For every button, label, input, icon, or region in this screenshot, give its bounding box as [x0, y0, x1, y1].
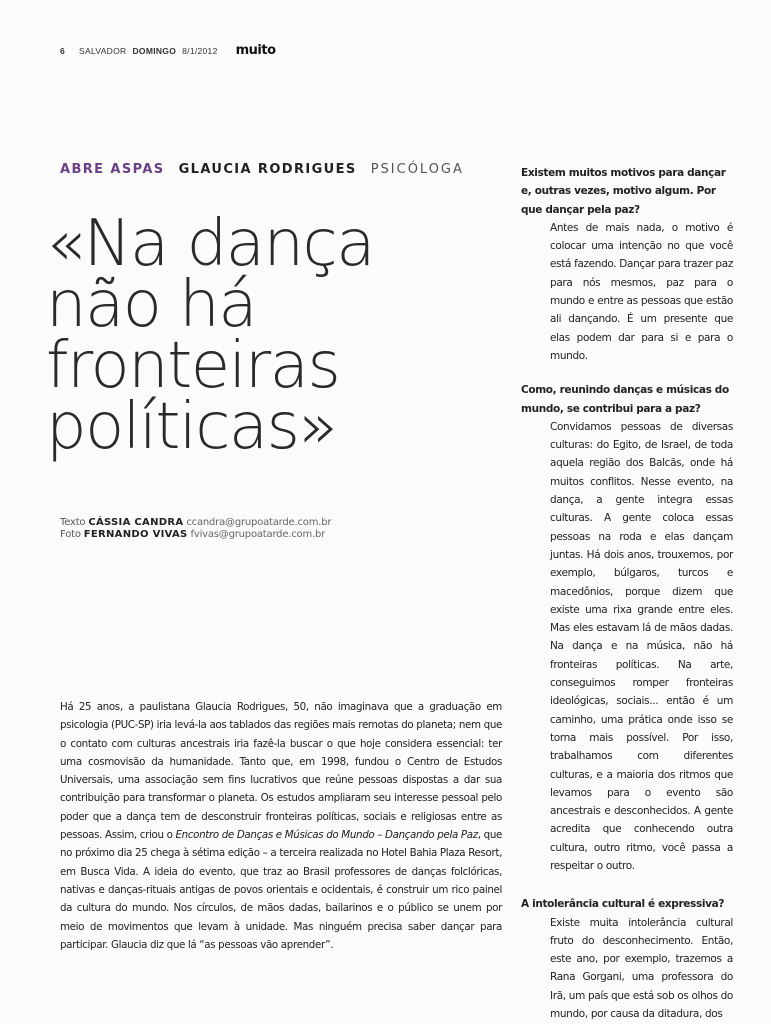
photo-credit [60, 529, 331, 541]
photo-credit-label: Foto [60, 529, 81, 540]
interview-answer: Existe muita intolerância cultural fruto do desconhecimento. Então, este ano, por exemplo, trazemos a Rana Gorgani, uma professora do Irã, um país que está sob os olhos do mundo, por causa da ditadura, dos [550, 916, 734, 1021]
interview-question: Como, reunindo danças e músicas do mundo, se contribui para a paz? [521, 384, 729, 415]
byline [60, 517, 331, 541]
headline [46, 207, 486, 464]
page-number: 6 [60, 45, 66, 56]
intro-paragraph [60, 698, 502, 954]
intro-text: Há 25 anos, a paulistana Glaucia Rodrigues, 50, não imaginava que a graduação em psicologia (PUC-SP) iria levá-la aos tablados das regiões mais remotas do planeta; nem que o contato com culturas ancestrais iria fazê-la buscar o que hoje considera essencial: ter uma cosmovisão da humanidade. Tanto que, em 1998, fundou o Centro de Estudos Universais, uma associação sem fins lucrativos que reúne pessoas dispostas a dar sua contribuição para transformar o planeta. Os estudos ampliaram seu interesse pessoal pelo poder que a dança tem de desconstruir fronteiras políticas, sociais e religiosas entre as pessoas. Assim, criou o [60, 701, 502, 842]
folio-date: 8/1/2012 [182, 45, 218, 56]
photo-author: FERNANDO VIVAS [83, 529, 188, 540]
interview-question: Existem muitos motivos para dançar e, outras vezes, motivo algum. Por que dançar pela paz? [521, 167, 726, 216]
section-label: ABRE ASPAS [60, 162, 165, 177]
intro-text: , que no próximo dia 25 chega à sétima edição – a terceira realizada no Hotel Bahia Plaza Resort, em Busca Vida. A ideia do evento, que traz ao Brasil professores de danças folclóricas, nativas e danças-rituais antigas de povos orientais e ocidentais, é construir um rico painel da cultura do mundo. Nos círculos, de mãos dadas, bailarinos e o público se unem por meio de movimentos que levam à unidade. Mas ninguém precisa saber dançar para participar. Glaucia diz que lá “as pessoas vão aprender”. [60, 829, 502, 951]
headline-line: «Na dança [46, 207, 374, 281]
event-name: Encontro de Danças e Músicas do Mundo – Dançando pela Paz [175, 829, 478, 842]
text-author-email: ccandra@grupoatarde.com.br [186, 517, 332, 528]
text-author: CÁSSIA CANDRA [88, 517, 184, 528]
interview-answer: Antes de mais nada, o motivo é colocar uma intenção no que você está fazendo. Dançar para trazer paz para nós mesmos, paz para o mundo e entre as pessoas que estão ali dançando. É um presente que elas podem dar para si e para o mundo. [550, 221, 733, 362]
page-folio [60, 43, 276, 58]
magazine-logo: muito [235, 43, 276, 58]
folio-city: SALVADOR [79, 45, 127, 56]
headline-line: fronteiras [46, 329, 340, 403]
interviewee-name: GLAUCIA RODRIGUES [178, 162, 357, 177]
interview-question: A intolerância cultural é expressiva? [521, 898, 725, 911]
photo-author-email: fvivas@grupoatarde.com.br [190, 529, 326, 540]
section-kicker [60, 162, 464, 177]
headline-line: não há [46, 268, 257, 342]
headline-line: políticas» [46, 390, 337, 464]
interview-answer: Convidamos pessoas de diversas culturas: do Egito, de Israel, de toda aquela região dos Balcãs, onde há muitos conflitos. Nesse evento, na dança, a gente integra essas culturas. A gente coloca essas pessoas na roda e elas dançam juntas. Há dois anos, trouxemos, por exemplo, búlgaros, turcos e macedônios, porque dizem que existe uma rixa grande entre eles. Mas eles estavam lá de mãos dadas. Na dança e na música, não há fronteiras políticas. Na arte, conseguimos romper fronteiras ideológicas, sociais... então é um caminho, uma prática onde isso se torna mais possível. Por isso, trabalhamos com diferentes culturas, e a maioria dos ritmos que levamos para o evento são ancestrais e desconhecidos. A gente acredita que conhecendo outra cultura, outro ritmo, você passa a respeitar o outro. [550, 420, 733, 872]
interview-column [521, 164, 733, 1023]
folio-day: DOMINGO [132, 45, 177, 56]
text-credit-label: Texto [60, 517, 86, 528]
interviewee-role: PSICÓLOGA [370, 162, 464, 177]
text-credit [60, 517, 331, 529]
